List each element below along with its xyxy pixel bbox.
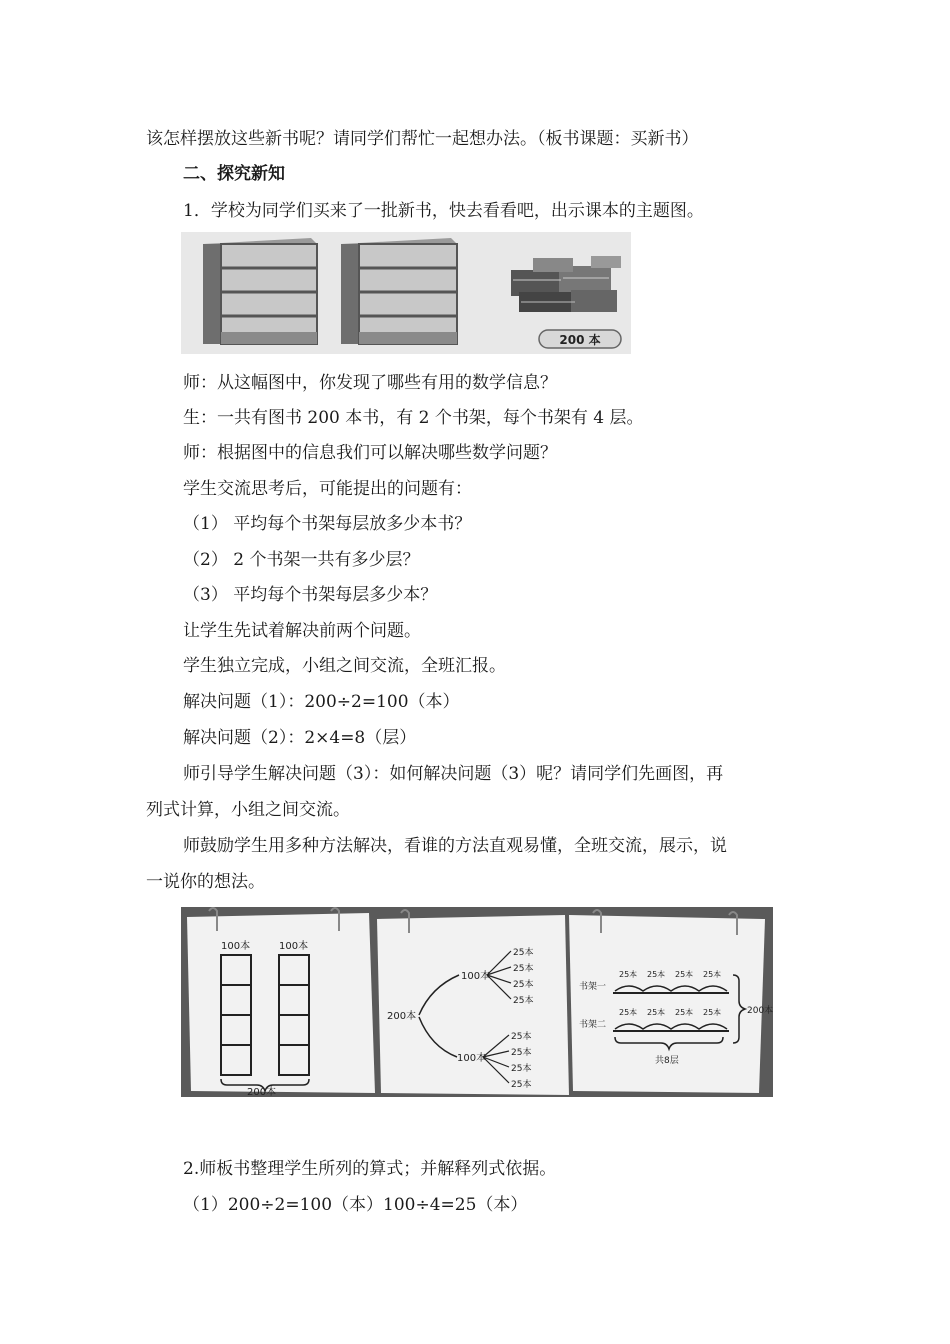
solution-1: 解决问题（1）：200÷2=100（本）	[183, 692, 460, 712]
question-2: （2） 2 个书架一共有多少层？	[183, 550, 420, 570]
bookshelf-2	[341, 238, 457, 344]
panel3-row2-label: 书架二	[579, 1020, 607, 1030]
panel3-row1-cell-1: 25本	[619, 970, 638, 979]
panel3-bottom-label: 共8层	[655, 1056, 679, 1066]
question-3: （3） 平均每个书架每层多少本？	[183, 585, 438, 605]
drawing-panel-2	[377, 910, 569, 1095]
panel2-mid-bottom: 100本	[457, 1053, 487, 1064]
section-heading: 二、探究新知	[183, 164, 285, 184]
panel3-row1-cell-3: 25本	[675, 970, 694, 979]
panel3-row2-cell-4: 25本	[703, 1008, 722, 1017]
panel2-root: 200本	[387, 1011, 417, 1022]
solution-2: 解决问题（2）：2×4=8（层）	[183, 728, 417, 748]
panel2-leaf-1: 25本	[513, 948, 534, 958]
panel2-leaf-8: 25本	[511, 1080, 532, 1090]
panel2-leaf-5: 25本	[511, 1032, 532, 1042]
text-line-7: 学生独立完成，小组之间交流，全班汇报。	[183, 656, 506, 676]
panel3-row1-cell-2: 25本	[647, 970, 666, 979]
paragraph-1-line-2: 列式计算，小组之间交流。	[146, 800, 350, 820]
panel3-right-label: 200本	[747, 1006, 773, 1016]
paragraph-2-line-1: 师鼓励学生用多种方法解决，看谁的方法直观易懂，全班交流，展示，说	[183, 836, 727, 856]
panel2-mid-top: 100本	[461, 971, 491, 982]
panel1-label-left: 100本	[221, 941, 251, 952]
question-1: （1） 平均每个书架每层放多少本书？	[183, 514, 472, 534]
panel3-row1-label: 书架一	[579, 982, 607, 992]
panel3-row2-cell-1: 25本	[619, 1008, 638, 1017]
text-line-1: 1．学校为同学们买来了一批新书，快去看看吧，出示课本的主题图。	[183, 201, 704, 221]
panel3-row2-cell-3: 25本	[675, 1008, 694, 1017]
panel2-leaf-2: 25本	[513, 964, 534, 974]
paragraph-2-line-2: 一说你的想法。	[146, 872, 265, 892]
student-drawings-figure	[181, 907, 773, 1097]
bookshelf-figure	[181, 232, 631, 354]
panel2-leaf-4: 25本	[513, 996, 534, 1006]
books-count-label: 200 本	[559, 333, 601, 347]
text-line-6: 让学生先试着解决前两个问题。	[183, 621, 421, 641]
bookshelf-1	[203, 238, 317, 344]
panel2-leaf-6: 25本	[511, 1048, 532, 1058]
text-line-5: 学生交流思考后，可能提出的问题有：	[183, 479, 472, 499]
panel3-row2-cell-2: 25本	[647, 1008, 666, 1017]
drawing-panel-3	[569, 910, 773, 1093]
panel2-leaf-3: 25本	[513, 980, 534, 990]
text-line-10: 2.师板书整理学生所列的算式；并解释列式依据。	[183, 1159, 557, 1179]
panel1-label-right: 100本	[279, 941, 309, 952]
panel2-leaf-7: 25本	[511, 1064, 532, 1074]
panel1-label-bottom: 200本	[247, 1087, 277, 1097]
text-line-3: 生：一共有图书 200 本书，有 2 个书架，每个书架有 4 层。	[183, 408, 644, 428]
text-line-4: 师：根据图中的信息我们可以解决哪些数学问题？	[183, 443, 557, 463]
text-line-0: 该怎样摆放这些新书呢？请同学们帮忙一起想办法。（板书课题：买新书）	[146, 129, 699, 149]
text-line-2: 师：从这幅图中，你发现了哪些有用的数学信息？	[183, 373, 557, 393]
paragraph-1-line-1: 师引导学生解决问题（3）：如何解决问题（3）呢？请同学们先画图，再	[183, 764, 724, 784]
panel3-row1-cell-4: 25本	[703, 970, 722, 979]
drawing-panel-1	[187, 908, 375, 1097]
text-line-11: （1）200÷2=100（本）100÷4=25（本）	[183, 1195, 528, 1215]
